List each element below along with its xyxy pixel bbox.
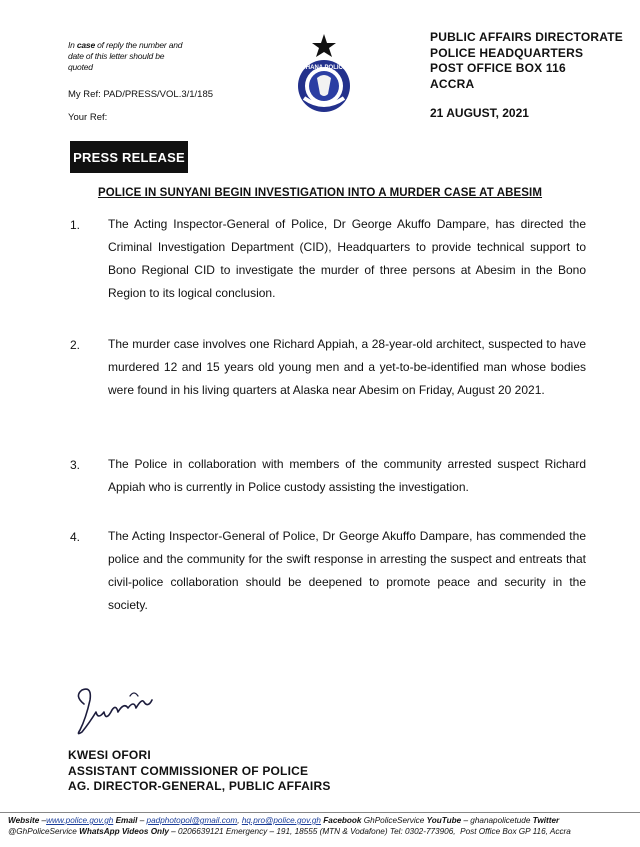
twitter-handle: @GhPoliceService	[8, 827, 77, 836]
website-link[interactable]: www.police.gov.gh	[46, 816, 114, 825]
signature-icon	[72, 682, 162, 740]
paragraph-number: 1.	[70, 218, 81, 232]
paragraph-number: 3.	[70, 458, 81, 472]
address-line: PUBLIC AFFAIRS DIRECTORATE	[430, 30, 623, 44]
address-block	[430, 30, 623, 92]
signatory-name: KWESI OFORI	[68, 748, 151, 762]
address-line: ACCRA	[430, 76, 475, 91]
footer-label: YouTube	[426, 816, 462, 825]
email-link[interactable]: hq.pro@police.gov.gh	[241, 816, 321, 825]
footer-label: WhatsApp Videos Only	[79, 827, 169, 836]
emergency-info: Emergency – 191, 18555 (MTN & Vodafone) Tel: 0302-773906,	[225, 827, 456, 836]
youtube-handle: ghanapolicetude	[470, 816, 531, 825]
whatsapp-number: 0206639121	[178, 827, 224, 836]
reply-note: In case of reply the number and date of this letter should be quoted	[68, 40, 183, 72]
press-release-badge: PRESS RELEASE	[70, 141, 188, 173]
paragraph-2: The murder case involves one Richard Appiah, a 28-year-old architect, suspected to have murdered 12 and 15 years old young men and a yet-to-be-identified man whose bodies were found in his living quarters at Alaska near Abesim on Friday, August 20 2021.	[108, 337, 586, 397]
svg-text:GHANA POLICE: GHANA POLICE	[301, 65, 347, 71]
email-link[interactable]: padphotopol@gmail.com	[146, 816, 238, 825]
police-seal-icon	[290, 32, 358, 114]
footer-label: Twitter	[532, 816, 560, 825]
release-date: 21 AUGUST, 2021	[430, 106, 529, 120]
footer-label: Email	[115, 816, 138, 825]
paragraph-number: 4.	[70, 530, 81, 544]
my-ref: My Ref: PAD/PRESS/VOL.3/1/185	[68, 89, 214, 100]
headline: POLICE IN SUNYANI BEGIN INVESTIGATION INTO A MURDER CASE AT ABESIM	[97, 187, 543, 199]
footer-divider	[0, 812, 640, 813]
facebook-handle: GhPoliceService	[363, 816, 425, 825]
signatory-block	[68, 748, 331, 795]
ghana-police-seal	[290, 32, 358, 114]
address-line: POLICE HEADQUARTERS	[430, 45, 584, 60]
footer-line-1: Website –www.police.gov.gh Email – padphotopol@gmail.com, hq.pro@police.gov.gh Facebook GhPoliceService YouTube – ghanapolicetude Twitter	[8, 816, 560, 825]
paragraph-1: The Acting Inspector-General of Police, Dr George Akuffo Dampare, has directed the Criminal Investigation Department (CID), Headquarters to provide technical support to Bono Regional CID to investigate the murder of three persons at Abesim in the Bono Region to its logical conclusion.	[108, 217, 586, 300]
paragraph-4: The Acting Inspector-General of Police, Dr George Akuffo Dampare, has commended the police and the community for the swift response in arresting the suspect and entreats that civil-police collaboration should be deepened to promote peace and security in the society.	[108, 529, 586, 612]
your-ref: Your Ref:	[68, 112, 108, 123]
postbox-info: Post Office Box GP 116, Accra	[460, 827, 571, 836]
signatory-title: AG. DIRECTOR-GENERAL, PUBLIC AFFAIRS	[68, 779, 331, 793]
signatory-title: ASSISTANT COMMISSIONER OF POLICE	[68, 763, 309, 778]
footer-line-2: @GhPoliceService WhatsApp Videos Only – 0206639121 Emergency – 191, 18555 (MTN & Vodafone) Tel: 0302-773906, Post Office Box GP 116, Accra	[8, 827, 571, 836]
paragraph-3: The Police in collaboration with members of the community arrested suspect Richard Appiah who is currently in Police custody assisting the investigation.	[108, 457, 586, 494]
footer-label: Website	[8, 816, 40, 825]
handwritten-signature	[72, 682, 162, 740]
address-line: POST OFFICE BOX 116	[430, 61, 566, 75]
paragraph-number: 2.	[70, 338, 81, 352]
footer-label: Facebook	[323, 816, 362, 825]
